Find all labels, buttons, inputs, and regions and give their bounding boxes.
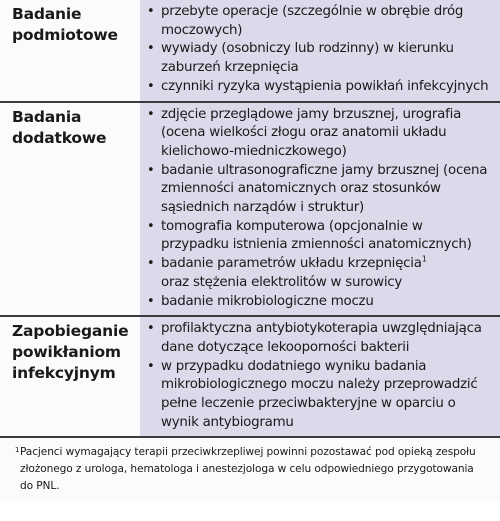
bullet-icon: • <box>147 218 155 234</box>
row-header: Badanie podmiotowe <box>12 5 118 44</box>
list-item-text: badanie mikrobiologiczne moczu <box>161 293 374 309</box>
row-header: Badania dodatkowe <box>12 107 107 147</box>
list-item <box>146 3 494 40</box>
footnote-text: Pacjenci wymagający terapii przeciwkrzepliwej powinni pozostawać pod opieką zespołu złożonego z urologa, hematologa i anestezjologa w celu odpowiedniego przygotowania do PNL. <box>20 446 476 493</box>
bullet-icon: • <box>147 106 155 122</box>
list-item <box>146 78 494 97</box>
list-item <box>146 218 494 255</box>
list-item-text: badanie parametrów układu krzepnięcia <box>161 256 422 272</box>
bullet-icon: • <box>147 78 155 94</box>
list-item <box>146 40 494 77</box>
bullet-list <box>146 3 494 97</box>
list-item-text: profilaktyczna antybiotykoterapia uwzględniająca dane dotyczące lekooporności bakterii <box>161 321 482 355</box>
table-row <box>0 102 500 317</box>
list-item <box>146 320 494 357</box>
footnote-reference: 1 <box>421 254 427 264</box>
bullet-icon: • <box>147 256 155 272</box>
bullet-icon: • <box>147 41 155 57</box>
row-content-cell <box>140 0 500 102</box>
bullet-icon: • <box>147 4 155 19</box>
list-item <box>146 106 494 162</box>
bullet-icon: • <box>147 162 155 178</box>
list-item-text: przebyte operacje (szczególnie w obrębie dróg moczowych) <box>161 4 464 38</box>
list-item-text: czynniki ryzyka wystąpienia powikłań infekcyjnych <box>161 78 489 94</box>
list-item-text: zdjęcie przeglądowe jamy brzusznej, urografia (ocena wielkości złogu oraz anatomii układu kielichowo-miedniczkowego) <box>161 106 462 159</box>
list-item <box>146 358 494 433</box>
table-row <box>0 316 500 436</box>
list-item-text-continued: oraz stężenia elektrolitów w surowicy <box>161 274 403 290</box>
bullet-icon: • <box>147 293 155 309</box>
row-content-cell <box>140 102 500 317</box>
bullet-list <box>146 320 494 432</box>
list-item <box>146 162 494 218</box>
row-header-cell <box>0 102 140 317</box>
footnote <box>0 436 500 501</box>
row-header: Zapobieganie powikłaniom infekcyjnym <box>12 322 129 383</box>
list-item-text: wywiady (osobniczy lub rodzinny) w kierunku zaburzeń krzepnięcia <box>161 41 454 76</box>
table-row <box>0 0 500 102</box>
row-header-cell <box>0 0 140 102</box>
list-item-text: badanie ultrasonograficzne jamy brzusznej (ocena zmienności anatomicznych oraz stosunków sąsiednich narządów i struktur) <box>161 162 488 216</box>
bullet-icon: • <box>147 321 155 337</box>
list-item-text: tomografia komputerowa (opcjonalnie w przypadku istnienia zmienności anatomicznych) <box>161 218 472 253</box>
list-item-text: w przypadku dodatniego wyniku badania mikrobiologicznego moczu należy przeprowadzić pełne leczenie przeciwbakteryjne w oparciu o wynik antybiogramu <box>161 358 478 430</box>
footnote-marker: 1 <box>15 446 20 455</box>
list-item <box>146 293 494 312</box>
bullet-icon: • <box>147 358 155 374</box>
row-content-cell <box>140 316 500 436</box>
list-item <box>146 255 494 292</box>
row-header-cell <box>0 316 140 436</box>
bullet-list <box>146 106 494 312</box>
